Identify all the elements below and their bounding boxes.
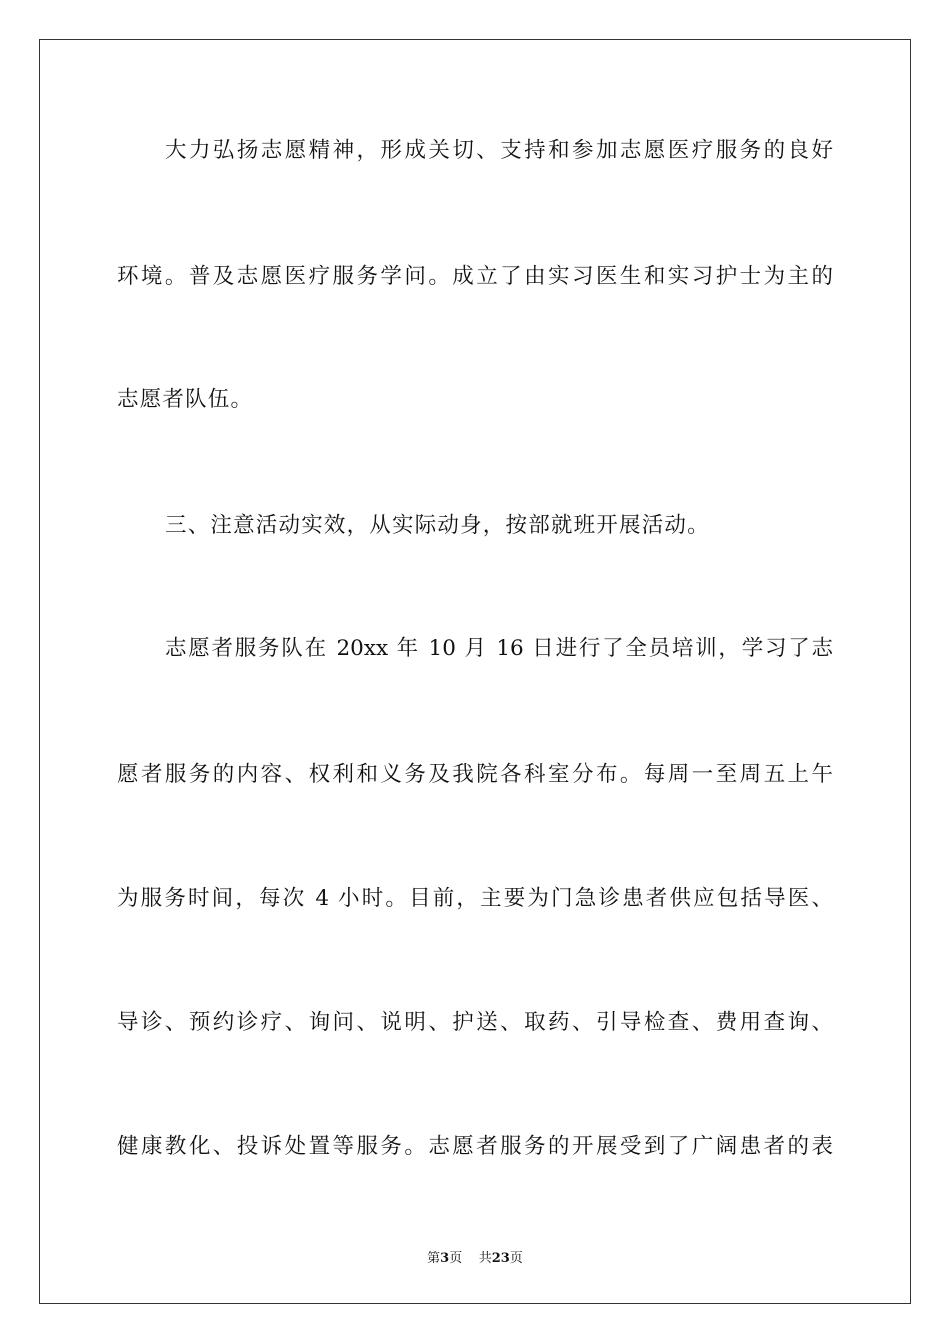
- page-prefix: 第: [427, 1251, 441, 1266]
- paragraph-line-4: 志愿者服务队在 20xx 年 10 月 16 日进行了全员培训，学习了志: [165, 636, 833, 661]
- paragraph-line-3: 志愿者队伍。: [117, 387, 254, 412]
- paragraph-line-5: 愿者服务的内容、权利和义务及我院各科室分布。每周一至周五上午: [117, 762, 833, 787]
- paragraph-line-8: 健康教化、投诉处置等服务。志愿者服务的开展受到了广阔患者的表: [117, 1134, 833, 1159]
- paragraph-line-2: 环境。普及志愿医疗服务学问。成立了由实习医生和实习护士为主的: [117, 264, 833, 289]
- page-total: 23: [491, 1251, 510, 1266]
- page-current: 3: [440, 1251, 450, 1266]
- paragraph-line-6: 为服务时间，每次 4 小时。目前，主要为门急诊患者供应包括导医、: [117, 886, 833, 911]
- page-border: [39, 39, 911, 1304]
- total-suffix: 页: [509, 1251, 523, 1266]
- page-footer: [0, 1247, 950, 1266]
- paragraph-line-7: 导诊、预约诊疗、询问、说明、护送、取药、引导检查、费用查询、: [117, 1010, 833, 1035]
- page-suffix: 页: [449, 1251, 463, 1266]
- paragraph-line-1: 大力弘扬志愿精神，形成关切、支持和参加志愿医疗服务的良好: [165, 138, 833, 163]
- section-heading: 三、注意活动实效，从实际动身，按部就班开展活动。: [165, 513, 710, 538]
- total-prefix: 共: [478, 1251, 492, 1266]
